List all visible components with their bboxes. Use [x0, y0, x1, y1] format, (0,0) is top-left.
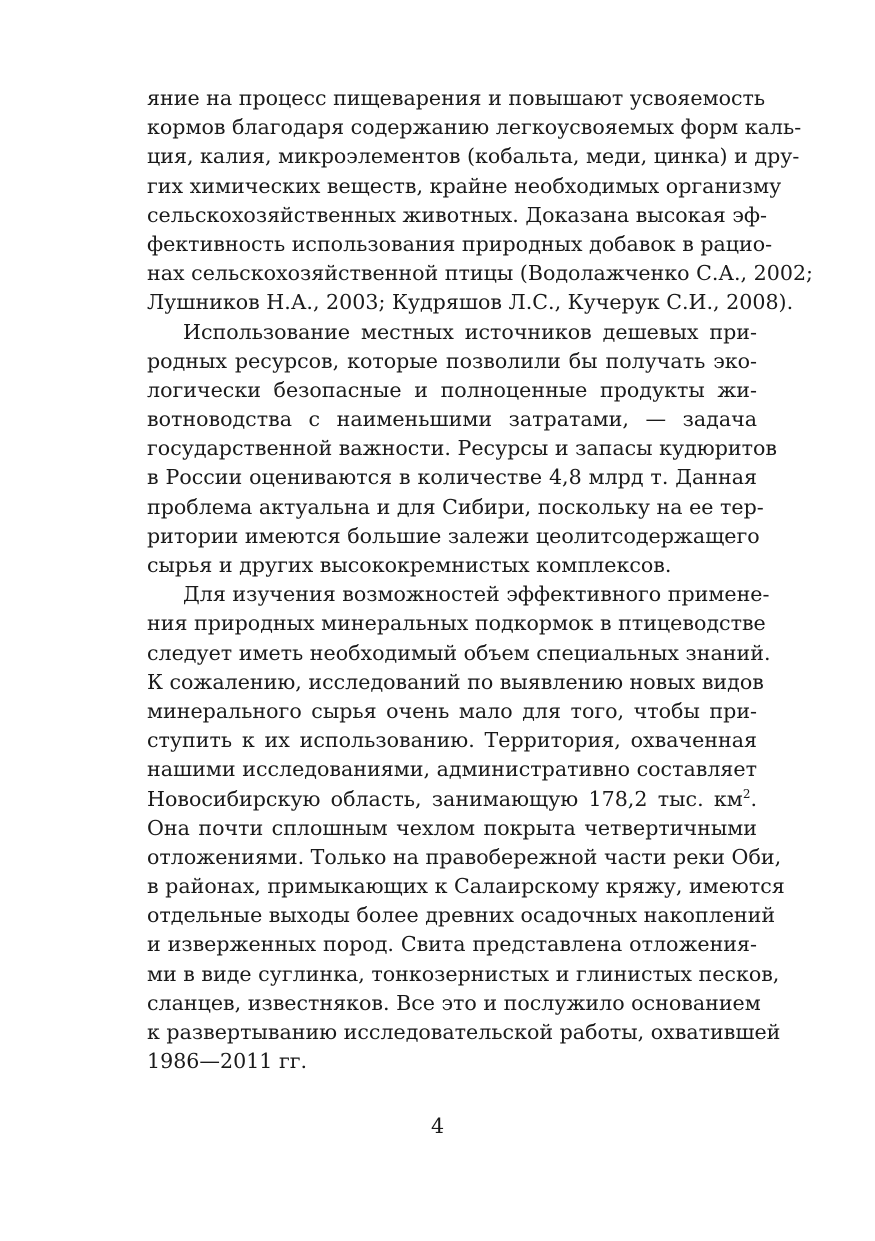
- text-line: следует иметь необходимый объем специальных знаний.: [147, 640, 771, 665]
- text-line: государственной важности. Ресурсы и запасы кудюритов: [147, 436, 777, 461]
- text-line: нах сельскохозяйственной птицы (Водолажченко С.А., 2002;: [147, 261, 813, 286]
- text-line: родных ресурсов, которые позволили бы получать эко-: [147, 348, 757, 373]
- text-line: логически безопасные и полноценные продукты жи-: [147, 377, 757, 402]
- text-line: Использование местных источников дешевых при-: [183, 319, 757, 344]
- text-line: Лушников Н.А., 2003; Кудряшов Л.С., Кучерук С.И., 2008).: [147, 290, 794, 315]
- area-trailing-period: .: [750, 786, 757, 811]
- text-line: отложениями. Только на правобережной части реки Оби,: [147, 844, 782, 869]
- text-line-area: [147, 785, 757, 814]
- area-text: Новосибирскую область, занимающую 178,2 тыс. км: [147, 786, 743, 811]
- text-line: сланцев, известняков. Все это и послужило основанием: [147, 990, 761, 1015]
- text-line: гих химических веществ, крайне необходимых организму: [147, 173, 782, 198]
- paragraph-2: [147, 318, 777, 581]
- text-line: К сожалению, исследований по выявлению новых видов: [147, 669, 764, 694]
- text-line: в районах, примыкающих к Салаирскому кряжу, имеются: [147, 874, 785, 899]
- paragraph-1: [147, 84, 813, 318]
- text-line: ритории имеются большие залежи цеолитсодержащего: [147, 523, 760, 548]
- text-line: сырья и других высококремнистых комплексов.: [147, 553, 672, 577]
- text-line: к развертыванию исследовательской работы, охватившей: [147, 1020, 781, 1044]
- text-line: проблема актуальна и для Сибири, поскольку на ее тер-: [147, 494, 764, 519]
- text-line: Она почти сплошным чехлом покрыта четвертичными: [147, 815, 757, 840]
- text-line: в России оцениваются в количестве 4,8 млрд т. Данная: [147, 465, 757, 490]
- text-line: кормов благодаря содержанию легкоусвояемых форм каль-: [147, 115, 802, 140]
- text-line: 1986—2011 гг.: [147, 1049, 308, 1074]
- text-line: яние на процесс пищеварения и повышают усвояемость: [147, 86, 766, 110]
- page-number: 4: [430, 1114, 445, 1138]
- text-line: сельскохозяйственных животных. Доказана высокая эф-: [147, 202, 767, 227]
- area-superscript: 2: [742, 786, 751, 801]
- text-line: ция, калия, микроэлементов (кобальта, меди, цинка) и дру-: [147, 144, 800, 169]
- paragraph-3: [147, 580, 785, 1076]
- text-line: ступить к их использованию. Территория, охваченная: [147, 728, 757, 753]
- text-line: фективность использования природных добавок в рацио-: [147, 231, 773, 256]
- text-line: отдельные выходы более древних осадочных накоплений: [147, 903, 776, 928]
- text-line: вотноводства с наименьшими затратами, — задача: [147, 407, 757, 432]
- text-line: и изверженных пород. Свита представлена отложения-: [147, 932, 757, 957]
- text-line: нашими исследованиями, административно составляет: [147, 757, 757, 782]
- text-line: ми в виде суглинка, тонкозернистых и глинистых песков,: [147, 961, 780, 986]
- body-text: [147, 84, 813, 1076]
- text-line: ния природных минеральных подкормок в птицеводстве: [147, 611, 766, 636]
- text-line: минерального сырья очень мало для того, чтобы при-: [147, 698, 757, 723]
- text-line: Для изучения возможностей эффективного примене-: [183, 582, 770, 607]
